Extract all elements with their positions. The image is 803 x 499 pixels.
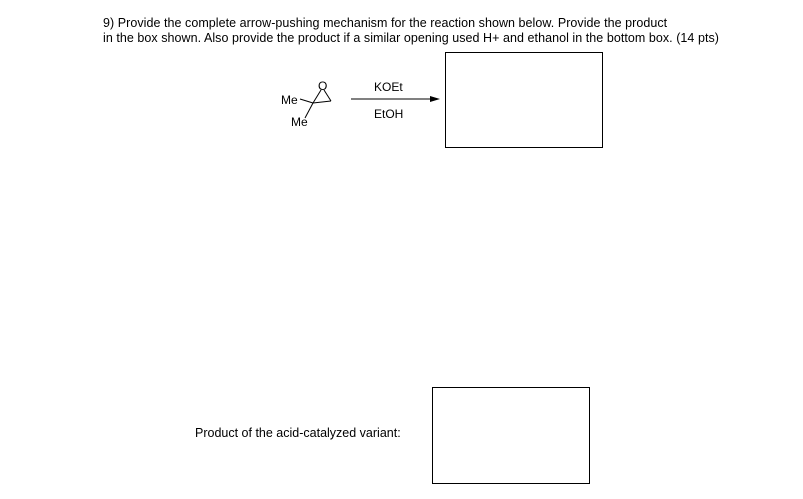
reaction-arrow bbox=[351, 96, 440, 102]
acid-variant-label: Product of the acid-catalyzed variant: bbox=[195, 426, 401, 440]
epoxide-structure bbox=[300, 90, 331, 118]
question-line-1: 9) Provide the complete arrow-pushing mechanism for the reaction shown below. Provide the product bbox=[103, 16, 668, 30]
oxygen-label: O bbox=[318, 79, 328, 93]
reagent-below-arrow: EtOH bbox=[374, 107, 404, 121]
methyl-label-1: Me bbox=[281, 93, 298, 107]
bond-c2-me1 bbox=[300, 99, 313, 103]
reagent-above-arrow: KOEt bbox=[374, 80, 403, 94]
product-answer-box[interactable] bbox=[445, 52, 603, 148]
arrow-head bbox=[430, 96, 440, 102]
question-line-2: in the box shown. Also provide the product if a similar opening used H+ and ethanol in the bottom box. (14 pts) bbox=[103, 31, 719, 45]
acid-product-answer-box[interactable] bbox=[432, 387, 590, 484]
bond-c2-c3 bbox=[313, 101, 331, 103]
methyl-label-2: Me bbox=[291, 115, 308, 129]
